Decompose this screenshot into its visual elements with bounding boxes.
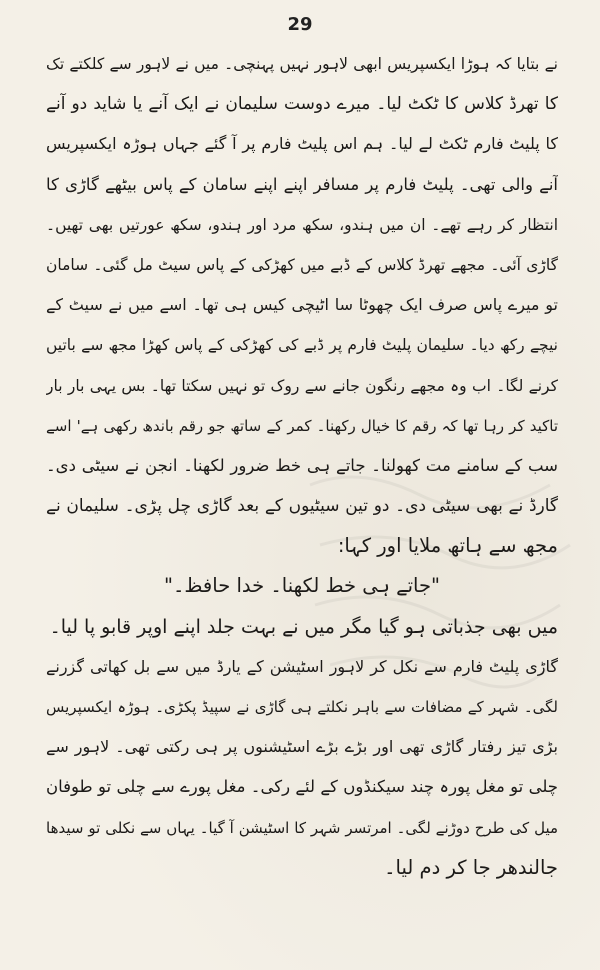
text-line: کا تھرڈ کلاس کا ٹکٹ لیا۔ میرے دوست سلیمان نے ایک آنے یا شاید دو آنے (46, 94, 558, 115)
text-line: نیچے رکھ دیا۔ سلیمان پلیٹ فارم پر ڈبے کی کھڑکی کے پاس کھڑا مجھ سے باتیں (46, 336, 558, 355)
text-line: لگی۔ شہر کے مضافات سے باہر نکلتے ہی گاڑی نے سپیڈ پکڑی۔ ہوڑہ ایکسپریس (46, 698, 558, 716)
text-line: میل کی طرح دوڑنے لگی۔ امرتسر شہر کا اسٹیشن آ گیا۔ یہاں سے نکلی تو سیدھا (46, 818, 558, 837)
quoted-line: "جاتے ہی خط لکھنا۔ خدا حافظ۔" (164, 574, 440, 598)
text-line: میں بھی جذباتی ہو گیا مگر میں نے بہت جلد اپنے اوپر قابو پا لیا۔ (49, 615, 558, 638)
text-line: گاڑی پلیٹ فارم سے نکل کر لاہور اسٹیشن کے یارڈ میں سے بل کھاتی گزرنے (46, 656, 558, 676)
text-line: جالندھر جا کر دم لیا۔ (384, 855, 558, 879)
text-line: سب کے سامنے مت کھولنا۔ جاتے ہی خط ضرور لکھنا۔ انجن نے سیٹی دی۔ (46, 455, 558, 475)
body-text (46, 44, 558, 888)
text-line: تاکید کر رہا تھا کہ رقم کا خیال رکھنا۔ کمر کے ساتھ جو رقم باندھ رکھی ہے' اسے (46, 416, 558, 435)
text-line: کا پلیٹ فارم ٹکٹ لے لیا۔ ہم اس پلیٹ فارم پر آ گئے جہاں ہوڑہ ایکسپریس (46, 134, 558, 154)
text-line: تو میرے پاس صرف ایک چھوٹا سا اٹیچی کیس ہی تھا۔ اسے میں نے سیٹ کے (46, 295, 558, 315)
page-number: 29 (287, 14, 313, 35)
text-line: گاڑی آئی۔ مجھے تھرڈ کلاس کے ڈبے میں کھڑکی کے پاس سیٹ مل گئی۔ سامان (46, 255, 558, 274)
text-line: انتظار کر رہے تھے۔ ان میں ہندو، سکھ مرد اور ہندو، سکھ عورتیں بھی تھیں۔ (46, 215, 558, 234)
text-line: کرنے لگا۔ اب وہ مجھے رنگون جانے سے روک تو نہیں سکتا تھا۔ بس یہی بار بار (46, 376, 558, 395)
text-line: آنے والی تھی۔ پلیٹ فارم پر مسافر اپنے اپنے سامان کے پاس بیٹھے گاڑی کا (46, 174, 558, 194)
text-line: نے بتایا کہ ہوڑا ایکسپریس ابھی لاہور نہیں پہنچی۔ میں نے لاہور سے کلکتے تک (46, 55, 558, 73)
text-line: مجھ سے ہاتھ ملایا اور کہا: (337, 534, 558, 558)
text-line: بڑی تیز رفتار گاڑی تھی اور بڑے بڑے اسٹیشنوں پر ہی رکتی تھی۔ لاہور سے (46, 737, 558, 757)
text-line: چلی تو مغل پورہ چند سیکنڈوں کے لئے رکی۔ مغل پورے سے چلی تو طوفان (46, 777, 558, 797)
text-line: گارڈ نے بھی سیٹی دی۔ دو تین سیٹیوں کے بعد گاڑی چل پڑی۔ سلیمان نے (46, 496, 558, 517)
